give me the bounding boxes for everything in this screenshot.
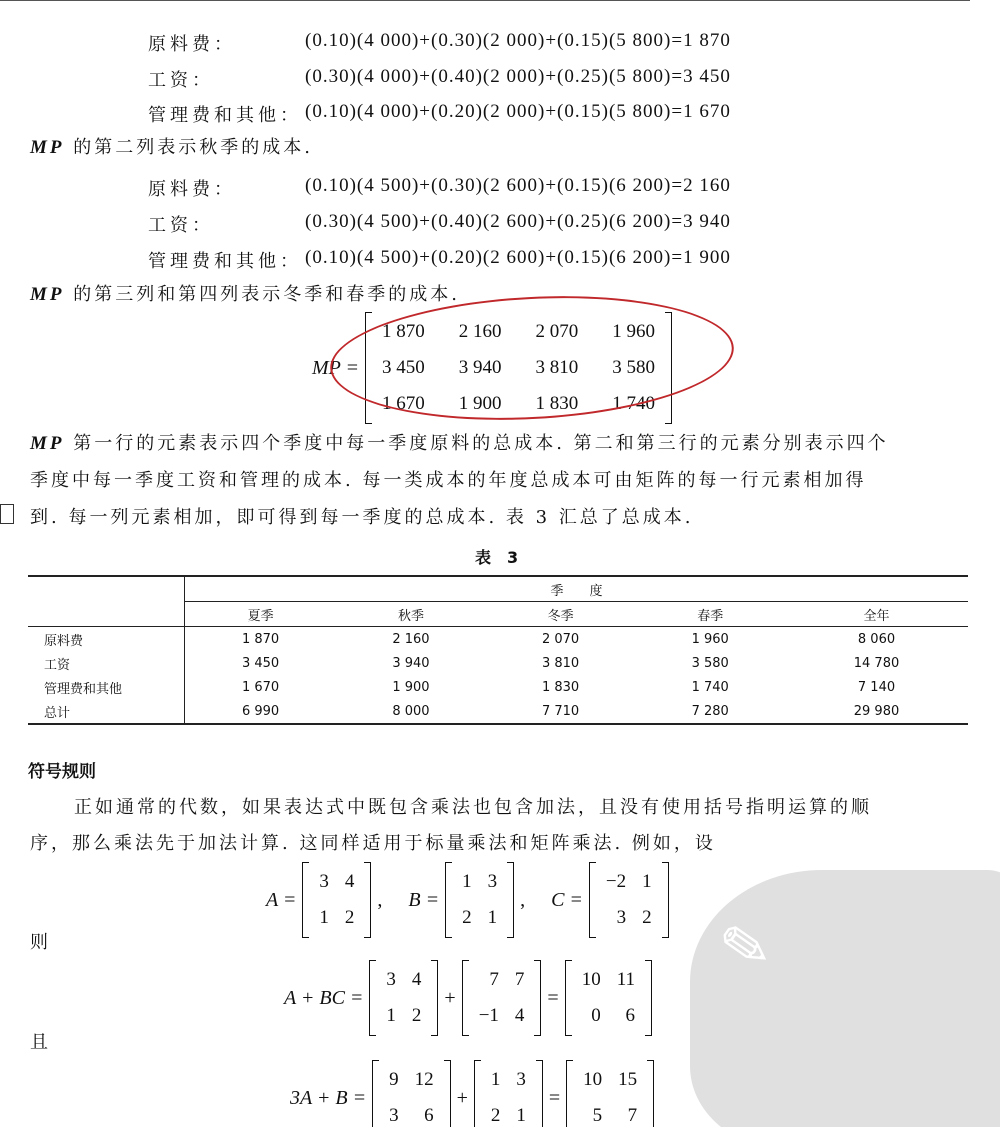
- autumn-intro: [30, 133, 313, 159]
- autumn-label-overhead: 管理费和其他：: [148, 251, 302, 272]
- winter-intro-text: 的第三列和第四列表示冬季和春季的成本.: [64, 284, 460, 305]
- mp-symbol: MP: [30, 433, 65, 454]
- autumn-expr-overhead: (0.10)(4 500)+(0.20)(2 600)+(0.15)(6 200)=1 900: [305, 247, 731, 268]
- group-header-season: 季 度: [185, 576, 969, 602]
- col-header: 夏季: [247, 608, 274, 624]
- plus-sign: +: [444, 986, 456, 1009]
- equals-sign: =: [547, 986, 559, 1009]
- cost-summary-table: [28, 575, 968, 725]
- matrix-b: 1 2 3 1: [445, 862, 514, 938]
- equation-label: 3A + B =: [290, 1086, 367, 1109]
- autumn-intro-text: 的第二列表示秋季的成本.: [64, 137, 313, 158]
- and-word: 且: [30, 1032, 48, 1053]
- equals-sign: =: [548, 1086, 561, 1109]
- mp-matrix-label: MP =: [312, 356, 360, 379]
- summer-expr-material: (0.10)(4 000)+(0.30)(2 000)+(0.15)(5 800)=1 870: [305, 30, 731, 51]
- autumn-expr-material: (0.10)(4 500)+(0.30)(2 600)+(0.15)(6 200)=2 160: [305, 175, 731, 196]
- equation-label: A + BC =: [284, 986, 364, 1009]
- table-group-header-row: [28, 576, 968, 602]
- matrix: 10 0 11 6: [565, 960, 652, 1036]
- summer-label-material: 原料费：: [148, 34, 236, 55]
- separator: ,: [520, 888, 526, 911]
- matrix-definitions: [266, 862, 669, 938]
- col-header: 全年: [863, 608, 890, 624]
- paragraph-line-2: 季度中每一季度工资和管理的成本. 每一类成本的年度总成本可由矩阵的每一行元素相加得: [30, 470, 867, 491]
- separator: ,: [377, 888, 383, 911]
- col-header: 春季: [697, 608, 724, 624]
- matrix: 3 1 4 2: [369, 960, 438, 1036]
- matrix-c: −2 3 1 2: [589, 862, 669, 938]
- paragraph-line-3: 到. 每一列元素相加，即可得到每一季度的总成本. 表 3 汇总了总成本.: [30, 507, 694, 528]
- paragraph-line-1: [30, 429, 889, 455]
- plus-sign: +: [456, 1086, 468, 1109]
- summer-expr-overhead: (0.10)(4 000)+(0.20)(2 000)+(0.15)(5 800)=1 670: [305, 101, 731, 122]
- winter-intro: [30, 280, 460, 306]
- section-heading: 符号规则: [28, 762, 96, 782]
- matrix-a: 3 1 4 2: [302, 862, 371, 938]
- page-top-edge: [0, 0, 970, 1]
- matrix-column: 2 160 3 940 1 900: [458, 321, 502, 414]
- matrix-a-label: A =: [266, 888, 297, 911]
- summer-expr-wages: (0.30)(4 000)+(0.40)(2 000)+(0.25)(5 800)=3 450: [305, 66, 731, 87]
- red-handdrawn-circle-annotation: [327, 287, 737, 430]
- mp-symbol: MP: [30, 284, 65, 305]
- matrix-column: 1 870 3 450 1 670: [382, 321, 425, 414]
- table-row: 工资 3 450 3 940 3 810 3 580 14 780: [28, 651, 968, 675]
- paragraph-text: 第一行的元素表示四个季度中每一季度原料的总成本. 第二和第三行的元素分别表示四个: [64, 433, 889, 454]
- col-header: 冬季: [547, 608, 574, 624]
- table-row: 原料费 1 870 2 160 2 070 1 960 8 060: [28, 627, 968, 652]
- table-title: 表 3: [475, 548, 519, 567]
- matrix: 10 5 15 7: [566, 1060, 654, 1127]
- section-line-1: 正如通常的代数，如果表达式中既包含乘法也包含加法，且没有使用括号指明运算的顺: [74, 797, 872, 818]
- matrix: 1 2 3 1: [474, 1060, 543, 1127]
- summer-label-overhead: 管理费和其他：: [148, 105, 302, 126]
- matrix: 9 3 12 6: [372, 1060, 451, 1127]
- seal-watermark: [690, 870, 1000, 1127]
- equation-3a-plus-b: [290, 1060, 654, 1127]
- matrix-c-label: C =: [551, 888, 583, 911]
- matrix: 7 −1 7 4: [462, 960, 542, 1036]
- autumn-expr-wages: (0.30)(4 500)+(0.40)(2 600)+(0.25)(6 200)=3 940: [305, 211, 731, 232]
- matrix-column: 2 070 3 810 1 830: [535, 321, 579, 414]
- then-word: 则: [30, 932, 48, 953]
- matrix-b-label: B =: [408, 888, 440, 911]
- matrix-column: 1 960 3 580 1 740: [612, 321, 656, 414]
- autumn-label-material: 原料费：: [148, 179, 236, 200]
- table-row: 管理费和其他 1 670 1 900 1 830 1 740 7 140: [28, 675, 968, 699]
- table-row: 总计 6 990 8 000 7 710 7 280 29 980: [28, 699, 968, 724]
- equation-a-plus-bc: [284, 960, 652, 1036]
- mp-symbol: MP: [30, 137, 65, 158]
- seal-watermark-text: ✎: [714, 903, 806, 987]
- autumn-label-wages: 工资：: [148, 215, 214, 236]
- margin-box-mark: [0, 504, 14, 524]
- col-header: 秋季: [397, 608, 424, 624]
- section-line-2: 序，那么乘法先于加法计算. 这同样适用于标量乘法和矩阵乘法. 例如，设: [30, 833, 716, 854]
- summer-label-wages: 工资：: [148, 70, 214, 91]
